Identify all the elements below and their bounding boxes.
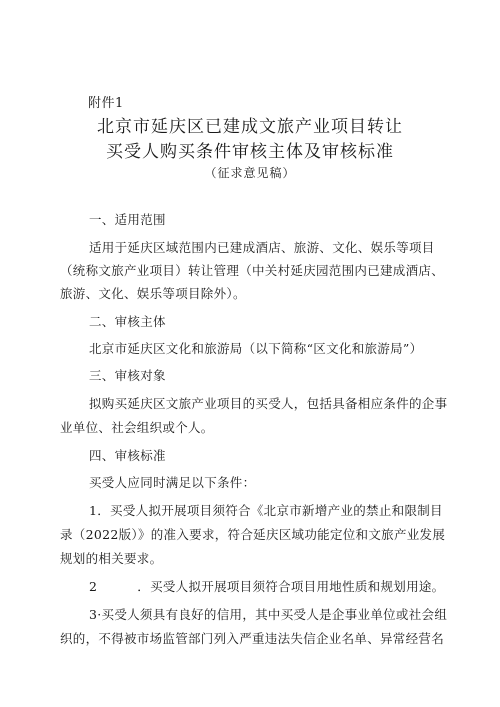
list-item-1-line: 规划的相关要求。 [60, 551, 163, 566]
document-title-line-2: 买受人购买条件审核主体及审核标准 [106, 142, 394, 162]
document-title-line-1: 北京市延庆区已建成文旅产业项目转让 [97, 117, 403, 137]
list-item-2 [89, 577, 445, 595]
list-item-2-number: 2 [89, 579, 98, 594]
section-heading-subject: 三、审核对象 [89, 368, 166, 383]
paragraph-line: 买受人应同时满足以下条件： [89, 475, 256, 490]
list-item-1-line: 录（2022版）》的准入要求，符合延庆区域功能定位和文旅产业发展 [60, 527, 446, 542]
section-heading-authority: 二、审核主体 [89, 314, 166, 329]
section-heading-standards: 四、审核标准 [89, 448, 166, 463]
document-subtitle: （征求意见稿） [204, 166, 296, 180]
paragraph-line: 北京市延庆区文化和旅游局（以下简称“区文化和旅游局”） [89, 341, 423, 356]
paragraph-line: 拟购买延庆区文旅产业项目的买受人，包括具备相应条件的企事 [89, 396, 448, 411]
paragraph-line: （统称文旅产业项目）转让管理（中关村延庆园范围内已建成酒店、 [60, 263, 445, 278]
section-heading-scope: 一、适用范围 [89, 212, 166, 227]
list-item-3-line: 织的，不得被市场监管部门列入严重违法失信企业名单、异常经营名 [60, 631, 445, 646]
list-item-1-line: 1．买受人拟开展项目须符合《北京市新增产业的禁止和限制目 [89, 503, 443, 518]
paragraph-line: 旅游、文化、娱乐等项目除外）。 [60, 286, 246, 301]
paragraph-line: 适用于延庆区域范围内已建成酒店、旅游、文化、娱乐等项目 [89, 240, 435, 255]
list-item-3-line: 3·买受人须具有良好的信用，其中买受人是企事业单位或社会组 [89, 607, 448, 622]
attachment-label: 附件1 [88, 96, 124, 111]
list-item-2-text: ．买受人拟开展项目须符合项目用地性质和规划用途。 [137, 579, 445, 594]
paragraph-line: 业单位、社会组织或个人。 [60, 420, 214, 435]
